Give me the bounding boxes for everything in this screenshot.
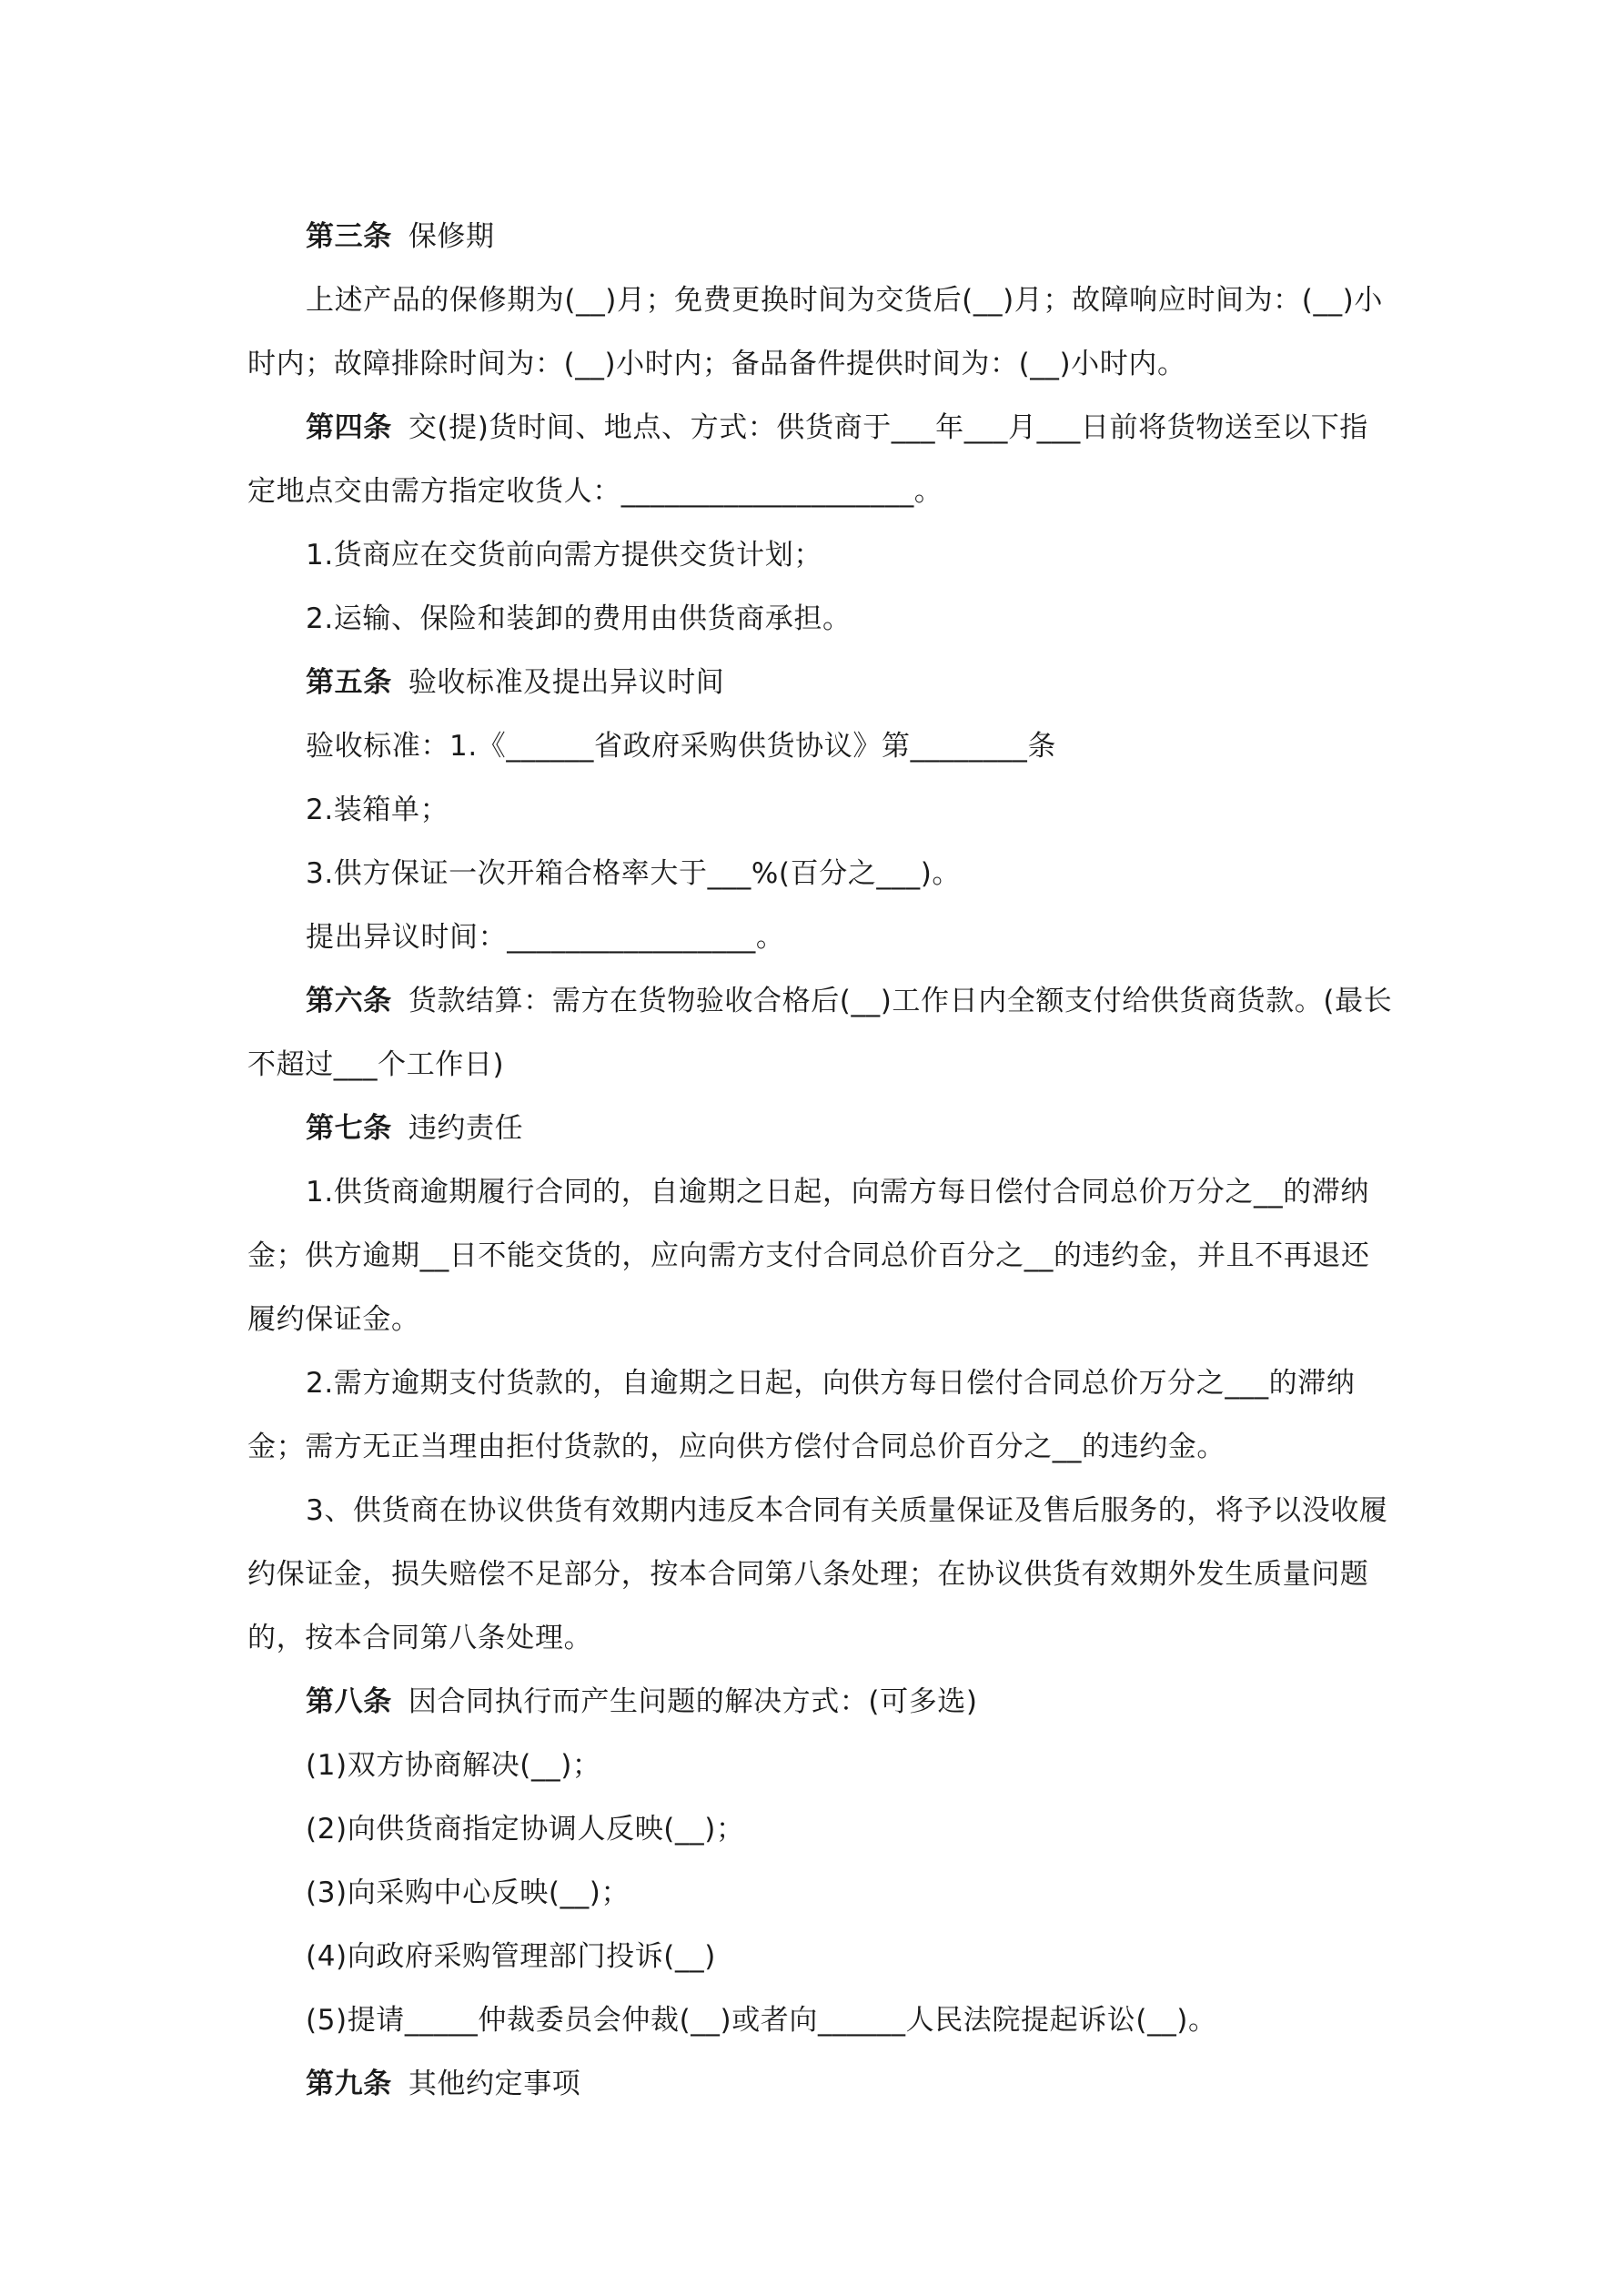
article-4-paragraph <box>247 396 1394 523</box>
article-5-item-3: 3.供方保证一次开箱合格率大于___%(百分之___)。 <box>306 857 962 890</box>
article-8-label: 第八条 <box>306 1685 392 1718</box>
article-5-item-2: 2.装箱单； <box>306 794 449 826</box>
article-8-option-4: (4)向政府采购管理部门投诉(__) <box>306 1940 716 1973</box>
article-8-heading <box>247 1670 1394 1734</box>
article-8-option-5: (5)提请_____仲裁委员会仲裁(__)或者向______人民法院提起诉讼(__)。 <box>306 2004 1217 2037</box>
article-9-label: 第九条 <box>306 2068 392 2100</box>
contract-body <box>247 205 1394 2116</box>
article-6-text: 货款结算：需方在货物验收合格后(__)工作日内全额支付给供货商货款。(最长不超过___个工作日) <box>247 985 1393 1081</box>
article-4-item-2: 2.运输、保险和装卸的费用由供货商承担。 <box>306 602 852 635</box>
article-5-standard: 验收标准：1.《______省政府采购供货协议》第________条 <box>306 730 1056 763</box>
article-5-heading <box>247 651 1394 714</box>
article-8-option-1: (1)双方协商解决(__)； <box>306 1749 601 1782</box>
article-4-text: 交(提)货时间、地点、方式：供货商于___年___月___日前将货物送至以下指定地点交由需方指定收货人：____________________。 <box>247 411 1368 508</box>
article-6-paragraph <box>247 969 1394 1097</box>
article-6-label: 第六条 <box>306 985 392 1017</box>
article-7-title: 违约责任 <box>408 1112 524 1145</box>
article-4-label: 第四条 <box>306 411 392 444</box>
article-5-title: 验收标准及提出异议时间 <box>408 666 725 699</box>
article-5-label: 第五条 <box>306 666 392 699</box>
article-3-title: 保修期 <box>408 220 495 253</box>
article-7-heading <box>247 1097 1394 1160</box>
article-5-objection: 提出异议时间：_________________。 <box>306 921 785 954</box>
article-9-heading <box>247 2052 1394 2116</box>
article-8-title: 因合同执行而产生问题的解决方式：(可多选) <box>408 1685 978 1718</box>
article-3-body: 上述产品的保修期为(__)月；免费更换时间为交货后(__)月；故障响应时间为：(__)小时内；故障排除时间为：(__)小时内；备品备件提供时间为：(__)小时内。 <box>247 284 1383 380</box>
article-8-option-2: (2)向供货商指定协调人反映(__)； <box>306 1813 745 1846</box>
article-3-heading <box>247 205 1394 268</box>
article-7-label: 第七条 <box>306 1112 392 1145</box>
article-9-title: 其他约定事项 <box>408 2068 581 2100</box>
article-8-option-3: (3)向采购中心反映(__)； <box>306 1876 630 1909</box>
article-3-label: 第三条 <box>306 220 392 253</box>
article-4-item-1: 1.货商应在交货前向需方提供交货计划； <box>306 539 822 571</box>
article-7-item-2: 2.需方逾期支付货款的，自逾期之日起，向供方每日偿付合同总价万分之___的滞纳金；需方无正当理由拒付货款的，应向供方偿付合同总价百分之__的违约金。 <box>247 1367 1356 1463</box>
article-7-item-1: 1.供货商逾期履行合同的，自逾期之日起，向需方每日偿付合同总价万分之__的滞纳金；供方逾期__日不能交货的，应向需方支付合同总价百分之__的违约金，并且不再退还履约保证金。 <box>247 1176 1370 1336</box>
article-7-item-3: 3、供货商在协议供货有效期内违反本合同有关质量保证及售后服务的，将予以没收履约保证金，损失赔偿不足部分，按本合同第八条处理；在协议供货有效期外发生质量问题的，按本合同第八条处理。 <box>247 1494 1388 1654</box>
